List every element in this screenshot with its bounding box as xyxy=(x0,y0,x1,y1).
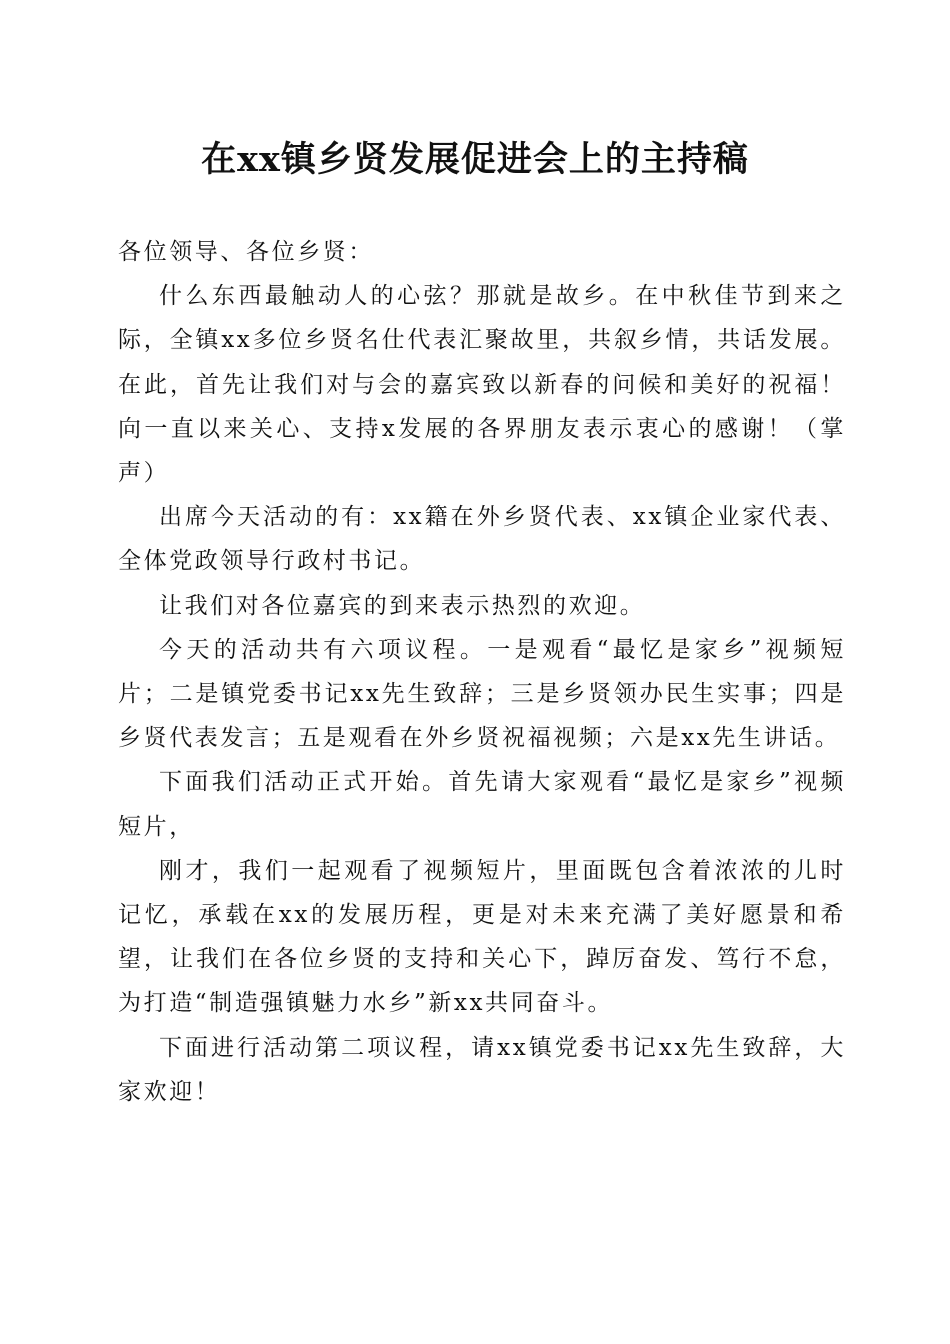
paragraph-agenda: 今天的活动共有六项议程。一是观看“最忆是家乡”视频短片；二是镇党委书记xx先生致辞；三是乡贤领办民生实事；四是乡贤代表发言；五是观看在外乡贤祝福视频；六是xx先生讲话。 xyxy=(118,636,846,752)
paragraph-opening: 什么东西最触动人的心弦？那就是故乡。在中秋佳节到来之际，全镇xx多位乡贤名仕代表汇聚故里，共叙乡情，共话发展。在此，首先让我们对与会的嘉宾致以新春的问候和美好的祝福！向一直以来关心、支持x发展的各界朋友表示衷心的感谢！（掌声） xyxy=(118,283,846,487)
document-body xyxy=(118,230,846,1114)
salutation: 各位领导、各位乡贤： xyxy=(118,239,374,265)
document-title: 在xx镇乡贤发展促进会上的主持稿 xyxy=(201,139,749,180)
paragraph-video-review: 刚才，我们一起观看了视频短片，里面既包含着浓浓的儿时记忆，承载在xx的发展历程，更是对未来充满了美好愿景和希望，让我们在各位乡贤的支持和关心下，踔厉奋发、笃行不怠，为打造“制造强镇魅力水乡”新xx共同奋斗。 xyxy=(118,857,846,1017)
paragraph-welcome: 让我们对各位嘉宾的到来表示热烈的欢迎。 xyxy=(159,592,646,619)
paragraph-attendees: 出席今天活动的有：xx籍在外乡贤代表、xx镇企业家代表、全体党政领导行政村书记。 xyxy=(118,504,846,575)
paragraph-second-agenda: 下面进行活动第二项议程，请xx镇党委书记xx先生致辞，大家欢迎！ xyxy=(118,1034,846,1105)
paragraph-video-start: 下面我们活动正式开始。首先请大家观看“最忆是家乡”视频短片， xyxy=(118,769,846,840)
